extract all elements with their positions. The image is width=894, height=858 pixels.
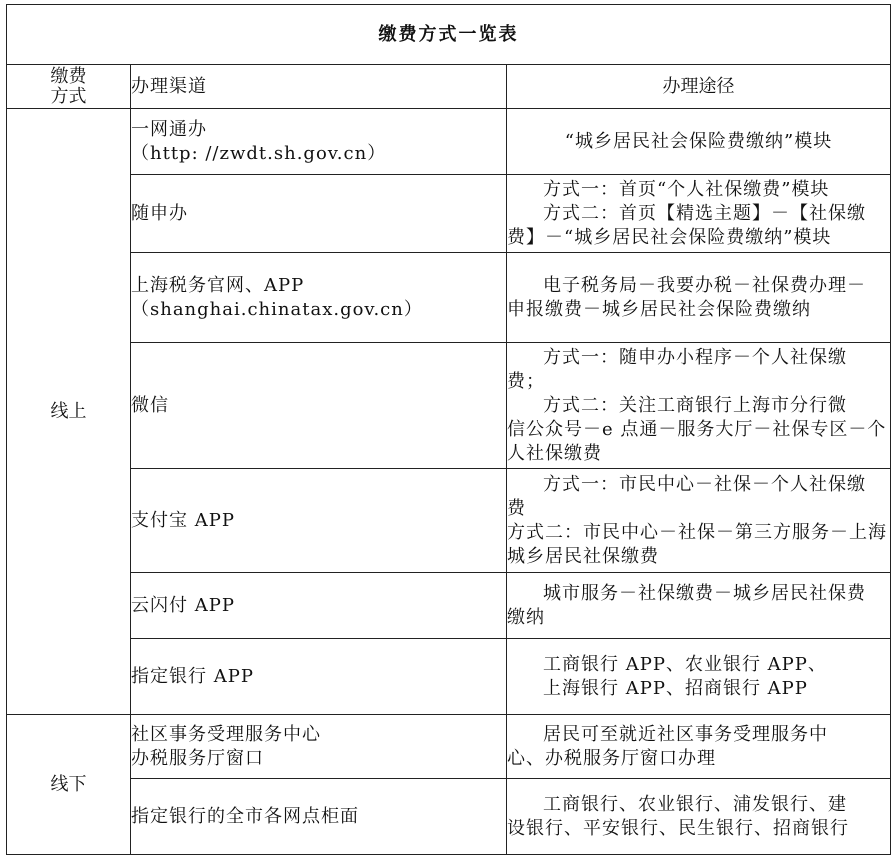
table-row: [7, 343, 891, 469]
channel-cell: [131, 253, 507, 343]
route-cell: [507, 109, 891, 175]
route-line: 方式一：随申办小程序－个人社保缴: [543, 346, 847, 368]
table-row: [7, 573, 891, 639]
table-row: [7, 639, 891, 715]
channel-cell: [131, 573, 507, 639]
mode-offline: 线下: [7, 715, 131, 855]
route-line: 上海银行 APP、招商银行 APP: [543, 677, 808, 699]
channel-cell: [131, 779, 507, 855]
header-row: [7, 65, 891, 109]
route-cell: [507, 639, 891, 715]
channel-url: （shanghai.chinatax.gov.cn）: [131, 298, 423, 320]
route-line: 人社保缴费: [507, 442, 602, 464]
channel-name: 上海税务官网、APP: [131, 274, 305, 296]
channel-name: 云闪付 APP: [131, 594, 235, 616]
header-mode-line2: 方式: [50, 85, 87, 107]
title-row: [7, 5, 891, 65]
route-line: 设银行、平安银行、民生银行、招商银行: [507, 817, 849, 839]
channel-name: 指定银行 APP: [131, 665, 254, 687]
route-line: 费；: [507, 370, 545, 392]
table-row: [7, 175, 891, 253]
table-row: [7, 715, 891, 779]
route-line: 城市服务－社保缴费－城乡居民社保费: [543, 582, 866, 604]
table-row: [7, 779, 891, 855]
route-line: 工商银行、农业银行、浦发银行、建: [543, 793, 847, 815]
route-cell: [507, 573, 891, 639]
route-line: 申报缴费－城乡居民社会保险费缴纳: [507, 298, 811, 320]
route-line: 方式一：首页“个人社保缴费”模块: [543, 178, 830, 200]
route-line: 电子税务局－我要办税－社保费办理－: [543, 274, 866, 296]
route-line: 城乡居民社保缴费: [507, 545, 659, 567]
channel-cell: [131, 109, 507, 175]
channel-cell: [131, 343, 507, 469]
route-line: 费】－“城乡居民社会保险费缴纳”模块: [507, 226, 832, 248]
channel-name: 微信: [131, 394, 169, 416]
route-line: 心、办税服务厅窗口办理: [507, 747, 716, 769]
route-line: 方式二：市民中心－社保－第三方服务－上海: [507, 521, 887, 543]
channel-cell: [131, 639, 507, 715]
header-payment-mode: [7, 65, 131, 109]
route-line: 费: [507, 497, 526, 519]
channel-cell: [131, 469, 507, 573]
route-line: “城乡居民社会保险费缴纳”模块: [564, 130, 833, 152]
table-row: [7, 109, 891, 175]
table-title: 缴费方式一览表: [7, 5, 891, 65]
channel-url: （http: //zwdt.sh.gov.cn）: [131, 142, 387, 164]
channel-name: 社区事务受理服务中心: [131, 723, 321, 745]
route-line: 方式二：首页【精选主题】－【社保缴: [543, 202, 866, 224]
payment-methods-table: [6, 4, 891, 855]
header-route: 办理途径: [507, 65, 891, 109]
route-cell: [507, 343, 891, 469]
route-line: 工商银行 APP、农业银行 APP、: [543, 653, 827, 675]
route-line: 方式二：关注工商银行上海市分行微: [543, 394, 847, 416]
table-row: [7, 469, 891, 573]
channel-name: 随申办: [131, 202, 188, 224]
route-line: 居民可至就近社区事务受理服务中: [543, 723, 828, 745]
mode-online: 线上: [7, 109, 131, 715]
route-cell: [507, 779, 891, 855]
route-line: 缴纳: [507, 606, 545, 628]
route-line: 方式一：市民中心－社保－个人社保缴: [543, 473, 866, 495]
header-channel: 办理渠道: [131, 65, 507, 109]
route-cell: [507, 253, 891, 343]
route-cell: [507, 715, 891, 779]
channel-name: 办税服务厅窗口: [131, 747, 264, 769]
route-cell: [507, 175, 891, 253]
channel-name: 指定银行的全市各网点柜面: [131, 805, 359, 827]
channel-name: 一网通办: [131, 118, 207, 140]
route-cell: [507, 469, 891, 573]
channel-cell: [131, 715, 507, 779]
route-line: 信公众号－e 点通－服务大厅－社保专区－个: [507, 418, 887, 440]
header-mode-line1: 缴费: [50, 65, 87, 87]
channel-cell: [131, 175, 507, 253]
channel-name: 支付宝 APP: [131, 509, 235, 531]
table-row: [7, 253, 891, 343]
